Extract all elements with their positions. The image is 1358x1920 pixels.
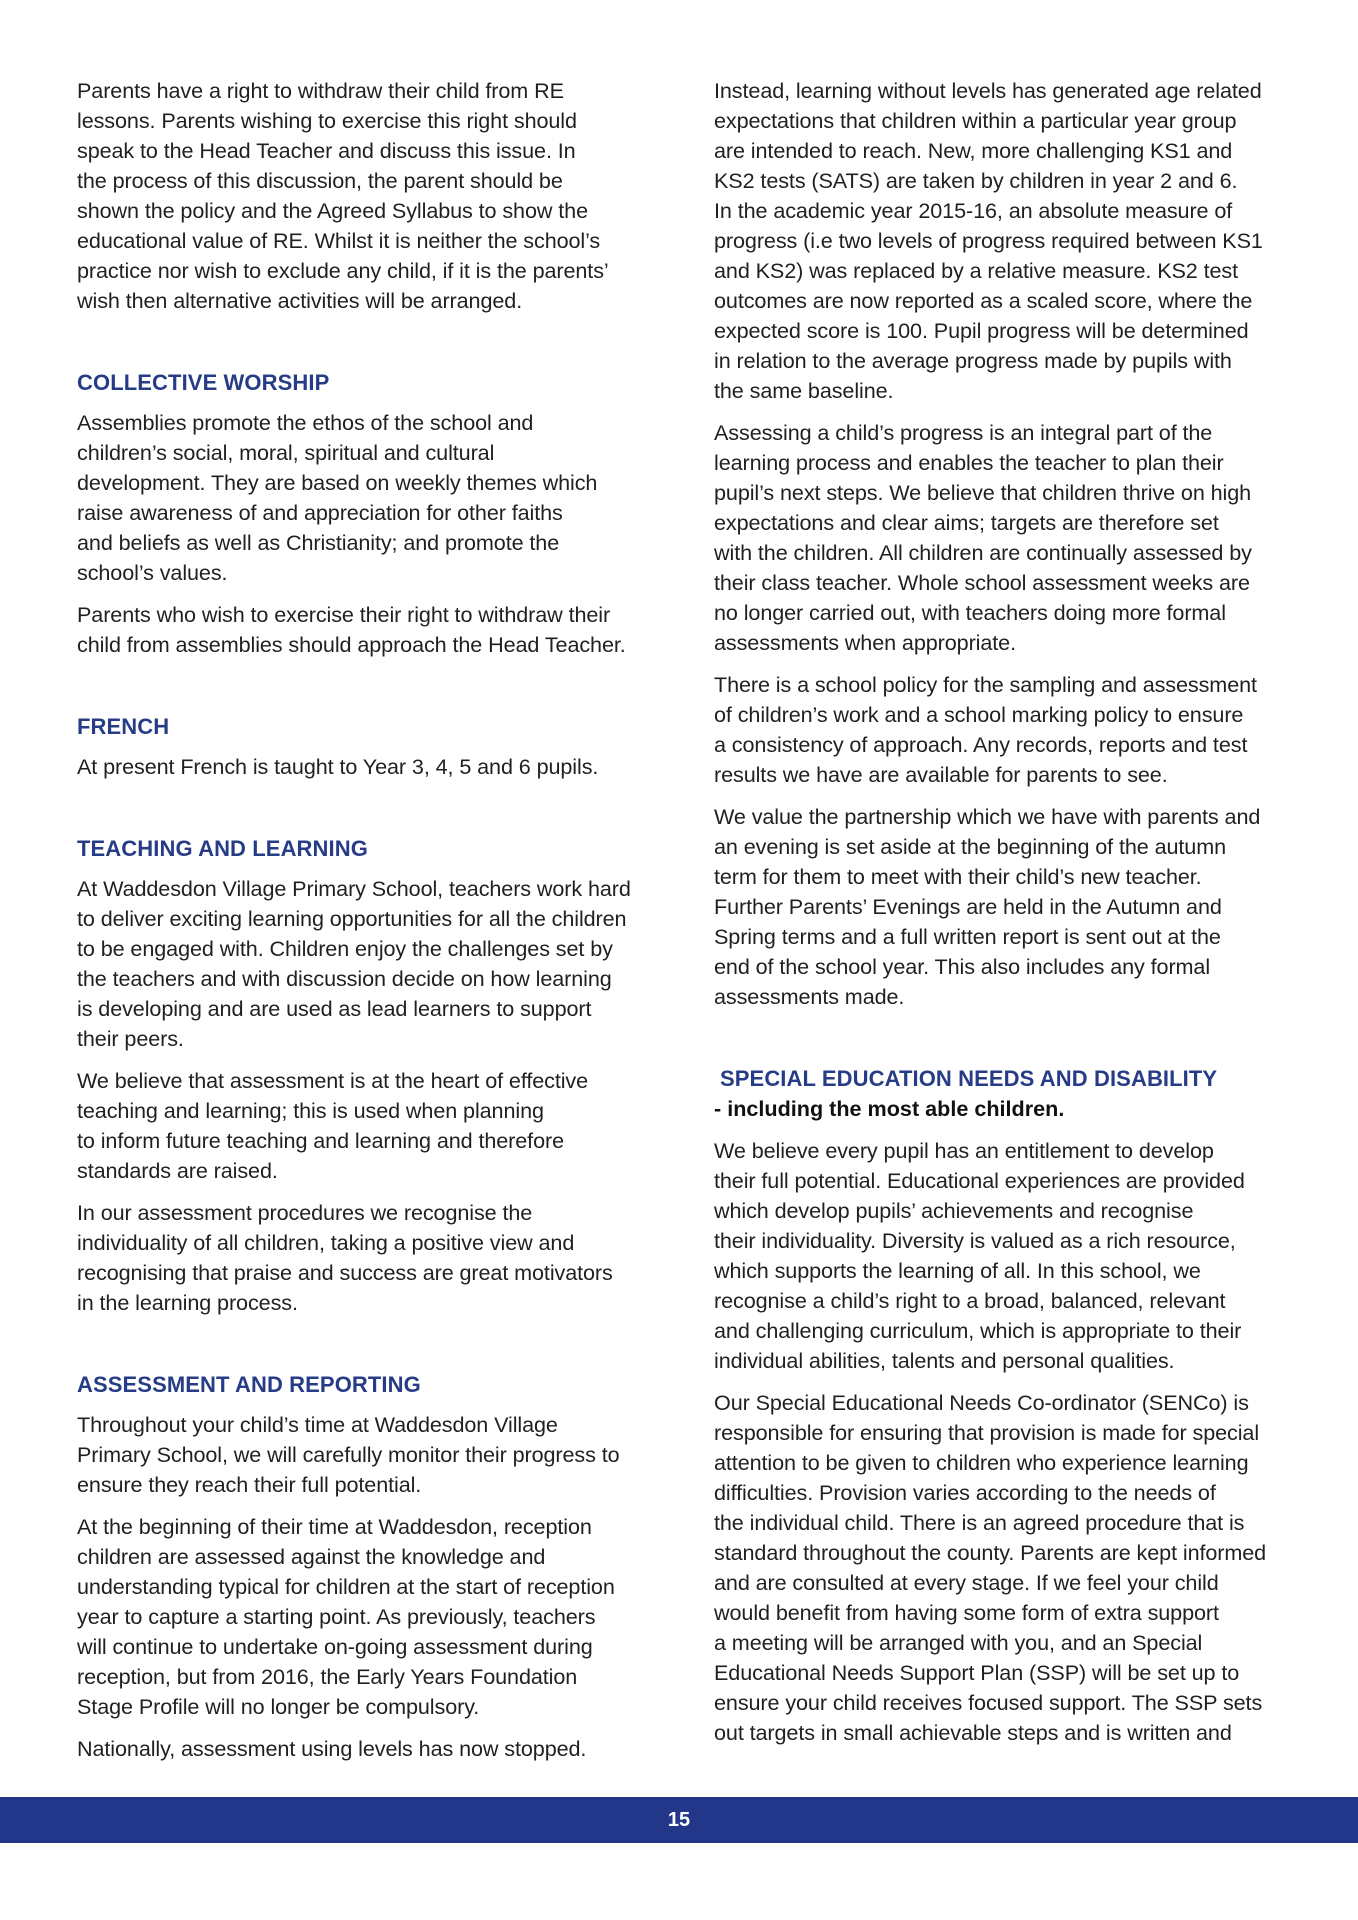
send-heading: SPECIAL EDUCATION NEEDS AND DISABILITY (720, 1066, 1218, 1091)
right-column (714, 76, 1294, 1760)
send-paragraph: Our Special Educational Needs Co-ordinator (SENCo) is responsible for ensuring that provision is made for special attention to be given to children who experience learning difficulties. Provision varies according to the needs of the individual child. There is an agreed procedure that is standard throughout the county. Parents are kept informed and are consulted at every stage. If we feel your child would benefit from having some form of extra support a meeting will be arranged with you, and an Special Educational Needs Support Plan (SSP) will be set up to ensure your child receives focused support. The SSP sets out targets in small achievable steps and is written and (714, 1390, 1267, 1745)
send-paragraph: We believe every pupil has an entitlement to develop their full potential. Educational experiences are provided which develop pupils’ achievements and recognise their individuality. Diversity is valued as a rich resource, which supports the learning of all. In this school, we recognise a child’s right to a broad, balanced, relevant and challenging curriculum, which is appropriate to their individual abilities, talents and personal qualities. (714, 1138, 1245, 1373)
re-withdraw-paragraph: Parents have a right to withdraw their child from RE lessons. Parents wishing to exercise this right should speak to the Head Teacher and discuss this issue. In the process of this discussion, the parent should be shown the policy and the Agreed Syllabus to show the educational value of RE. Whilst it is neither the school’s practice nor wish to exclude any child, if it is the parents’ wish then alternative activities will be arranged. (77, 78, 609, 313)
left-column (77, 76, 657, 1776)
teaching-learning-paragraph: At Waddesdon Village Primary School, teachers work hard to deliver exciting learning opportunities for all the children to be engaged with. Children enjoy the challenges set by the teachers and with discussion decide on how learning is developing and are used as lead learners to support their peers. (77, 876, 631, 1051)
assessment-continued-paragraph: Assessing a child’s progress is an integral part of the learning process and enables the teacher to plan their pupil’s next steps. We believe that children thrive on high expectations and clear aims; targets are therefore set with the children. All children are continually assessed by their class teacher. Whole school assessment weeks are no longer carried out, with teachers doing more formal assessments when appropriate. (714, 420, 1252, 655)
collective-worship-paragraph: Parents who wish to exercise their right to withdraw their child from assemblies should approach the Head Teacher. (77, 602, 626, 657)
collective-worship-paragraph: Assemblies promote the ethos of the school and children’s social, moral, spiritual and cultural development. They are based on weekly themes which raise awareness of and appreciation for other faiths and beliefs as well as Christianity; and promote the school’s values. (77, 410, 598, 585)
teaching-learning-paragraph: We believe that assessment is at the heart of effective teaching and learning; this is used when planning to inform future teaching and learning and therefore standards are raised. (77, 1068, 589, 1183)
assessment-continued-paragraph: There is a school policy for the sampling and assessment of children’s work and a school marking policy to ensure a consistency of approach. Any records, reports and test results we have are available for parents to see. (714, 672, 1257, 787)
send-subheading: - including the most able children. (714, 1096, 1065, 1121)
collective-worship-heading: COLLECTIVE WORSHIP (77, 370, 330, 395)
assessment-reporting-paragraph: At the beginning of their time at Waddesdon, reception children are assessed against the knowledge and understanding typical for children at the start of reception year to capture a starting point. As previously, teachers will continue to undertake on-going assessment during reception, but from 2016, the Early Years Foundation Stage Profile will no longer be compulsory. (77, 1514, 615, 1719)
french-paragraph: At present French is taught to Year 3, 4, 5 and 6 pupils. (77, 754, 599, 779)
assessment-continued-paragraph: Instead, learning without levels has generated age related expectations that children within a particular year group are intended to reach. New, more challenging KS1 and KS2 tests (SATS) are taken by children in year 2 and 6. In the academic year 2015-16, an absolute measure of progress (i.e two levels of progress required between KS1 and KS2) was replaced by a relative measure. KS2 test outcomes are now reported as a scaled score, where the expected score is 100. Pupil progress will be determined in relation to the average progress made by pupils with the same baseline. (714, 78, 1263, 403)
teaching-learning-heading: TEACHING AND LEARNING (77, 836, 368, 861)
assessment-reporting-heading: ASSESSMENT AND REPORTING (77, 1372, 421, 1397)
page-number: 15 (667, 1808, 691, 1831)
teaching-learning-paragraph: In our assessment procedures we recognise the individuality of all children, taking a positive view and recognising that praise and success are great motivators in the learning process. (77, 1200, 613, 1315)
french-heading: FRENCH (77, 714, 170, 739)
footer-band (0, 1797, 1358, 1843)
assessment-reporting-paragraph: Nationally, assessment using levels has now stopped. (77, 1736, 587, 1761)
assessment-continued-paragraph: We value the partnership which we have with parents and an evening is set aside at the beginning of the autumn term for them to meet with their child’s new teacher. Further Parents’ Evenings are held in the Autumn and Spring terms and a full written report is sent out at the end of the school year. This also includes any formal assessments made. (714, 804, 1261, 1009)
assessment-reporting-paragraph: Throughout your child’s time at Waddesdon Village Primary School, we will carefully monitor their progress to ensure they reach their full potential. (77, 1412, 620, 1497)
